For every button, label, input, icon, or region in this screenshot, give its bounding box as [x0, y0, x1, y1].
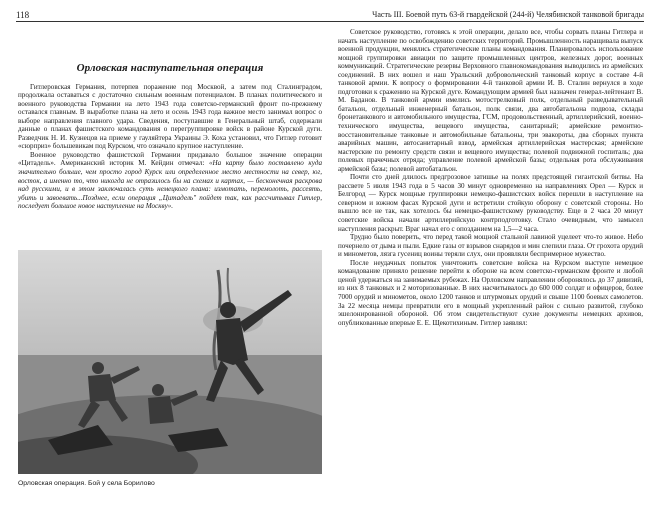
running-header — [16, 6, 644, 20]
left-paragraph-2-text: Военное руководство фашистской Германии придавало большое значение операции «Цитадель». Американский историк М. Кейдин отмечал: — [18, 150, 322, 168]
right-paragraph-1: Советское руководство, готовясь к этой операции, делало все, чтобы сорвать планы Гитлера и начать наступление по освобождению советских территорий. Промышленность наращивала выпуск военной продукции, менялись стратегические планы командования. Планировалось использование мощной группировки авиации по защите промышленных центров, железных дорог, военных коммуникаций. Стратегические резервы Верховного главнокомандования выводились из армейских соединений. В них вошел и наш Уральский добровольческий танковый корпус в составе 4-й танковой армии. К вопросу о формировании 4-й танковой армии И. В. Сталин вернулся в ходе подготовки к сражению на Курской дуге. Командующим армией был назначен генерал-лейтенант В. М. Баданов. В танковой армии имелись мотострелковый полк, отдельный разведывательный батальон, отдельный инженерный батальон, полк связи, два автобатальона подвоза, склады бронетанкового и автомобильного имущества, ГСМ, продовольственный, артиллерийский, военно-технического имущества, вещевого имущества, санитарный; армейские ремонтно-восстановительные танковые и автомобильные батальоны, три эвакороты, два сборных пункта аварийных машин, автосанитарный взвод, армейская артиллерийская мастерская; армейские мастерские по ремонту средств связи и вещевого имущества; полевой подвижной госпиталь; два полевых прачечных отряда; управление полевой армейской базы; отдельная рота обслуживания армейской базы; полевой автобатальон. — [338, 28, 643, 173]
running-title: Часть III. Боевой путь 63-й гвардейской (244-й) Челябинской танковой бригады — [372, 10, 644, 19]
section-heading: Орловская наступательная операция — [76, 62, 264, 74]
battle-photo-illustration — [18, 250, 322, 474]
header-rule — [16, 21, 644, 22]
photo-caption: Орловская операция. Бой у села Борилово — [18, 480, 155, 487]
historian-quote: «На карту было поставлено куда значительно больше, чем просто город Курск или определенное место местности на север, юг, восток, а именно то, что никогда не отразилось бы на схемах и картах, — бесконечная раскрова над русскими, и в этом заключалась суть немецкого плана: измотать, перемолоть, рассеять, убить и завоевать...Позднее, если операция „Цитадель" пойдет так, как рассчитывал Гитлер, последует большое новое наступление на Москву». — [18, 159, 322, 211]
right-paragraph-4: После неудачных попыток уничтожить советские войска на Курском выступе немецкое командование приняло решение перейти к обороне на всем советско-германском фронте и любой ценой удержаться на занимаемых рубежах. На Орловском направлении оборонялось до 37 дивизий, из них 8 танковых и 2 моторизованные. В них насчитывалось до 600 000 солдат и офицеров, более 7000 орудий и минометов, около 1200 танков и штурмовых орудий и свыше 1100 боевых самолетов. За 22 месяца немцы превратили его в мощный укрепленный район с сильно развитой, глубоко эшелонированной обороной. Об этом свидетельствуют сухие документы немецких архивов, опубликованные впервые Е. Е. Щекотихиным. Гитлер заявлял: — [338, 258, 643, 327]
left-paragraph-1: Гитлеровская Германия, потерпев поражение под Москвой, а затем под Сталинградом, продолжала оставаться с достаточно сильным военным потенциалом. В планах политического и военного руководства Германии на лето 1943 года советско-германский фронт по-прежнему оставался главным. В выработке плана на лето и осень 1943 года важное место занимал вопрос о выборе направления главного удара. Сведения, поступавшие в Генеральный штаб, содержали данные о планах фашистского командования о перегруппировке войск в районе Курской дуги. Разведчик Н. И. Кузнецов на приеме у гауляйтера Украины Э. Коха установил, что Гитлер готовит «сюрприз» большевикам под Курском, что означало крупное наступление. — [18, 82, 322, 151]
battle-photo — [18, 250, 322, 474]
right-column — [338, 28, 643, 327]
page-number: 118 — [16, 10, 30, 20]
right-paragraph-3: Трудно было поверить, что перед такой мощной стальной лавиной уцелеет что-то живое. Небо почернело от дыма и пыли. Едкие газы от взрывов снарядов и мин слепили глаза. От грохота орудий и минометов, лязга гусениц воины теряли слух, они проявляли беспримерное мужество. — [338, 233, 643, 259]
left-column — [18, 28, 322, 211]
right-paragraph-2: Почти сто дней длилось предгрозовое затишье на полях предстоящей гигантской битвы. На рассвете 5 июля 1943 года в 5 часов 30 минут одновременно на направлениях Орел — Курск и Белгород — Курск мощные группировки немецко-фашистских войск перешли в наступление на северном и южном фасах Курской дуги и встретили стойкую оборону с советской стороны. Но вышло все не так, как хотелось бы немецко-фашистскому руководству. Еще в 2 часа 20 минут советские войска начали артиллерийскую контрподготовку. Стало очевидным, что замысел наступления раскрыт. Враг начал его с опозданием на 1,5—2 часа. — [338, 173, 643, 233]
left-paragraph-2 — [18, 151, 322, 211]
